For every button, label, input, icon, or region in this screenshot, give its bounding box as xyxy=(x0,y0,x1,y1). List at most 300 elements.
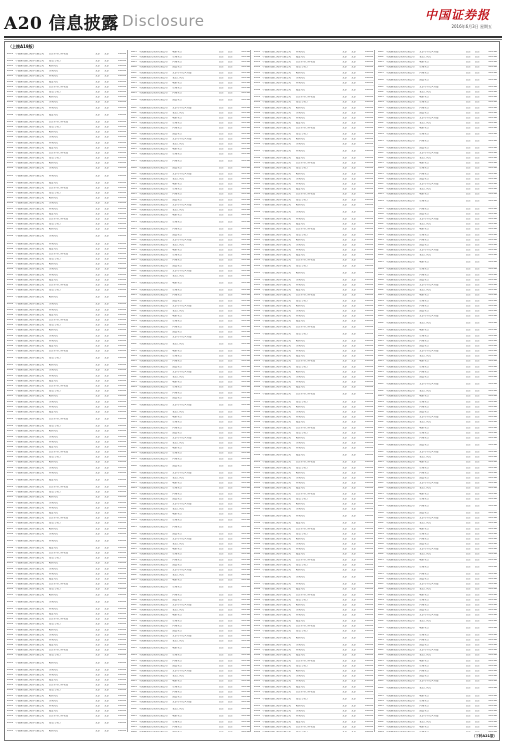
table-cell-branch: 东城支行 xyxy=(48,600,59,603)
table-cell-branch: 北京市分行营业部 xyxy=(295,61,315,64)
table-cell-code: 010-66 xyxy=(117,715,127,718)
table-cell-no: 2003 xyxy=(130,315,137,318)
table-cell-prov: 北京 xyxy=(227,365,233,368)
table-cell-branch: 东城支行 xyxy=(295,410,306,413)
table-cell-branch: 海淀支行 xyxy=(419,410,429,413)
table-cell-prov: 北京 xyxy=(351,624,357,627)
table-cell-city: 北京 xyxy=(95,318,101,321)
table-cell-branch: 北京市分行营业部 xyxy=(172,71,192,74)
table-cell-no: 2002 xyxy=(130,543,137,546)
table-cell-branch: 北京市分行营业部 xyxy=(172,304,192,307)
table-cell-code: 010-66 xyxy=(488,177,497,180)
table-cell-no: 2003 xyxy=(254,370,261,373)
table-cell-city: 北京 xyxy=(465,436,471,439)
table-cell-prov: 北京 xyxy=(104,466,110,469)
table-cell-no: 2006 xyxy=(377,675,384,678)
table-cell-code: 010-66 xyxy=(117,197,127,200)
table-cell-company: 中国建设银行股份有限公司 xyxy=(262,477,292,480)
table-cell-code: 010-66 xyxy=(241,325,250,328)
table-cell-company: 中国建设银行股份有限公司 xyxy=(385,638,415,641)
table-cell-code: 010-66 xyxy=(241,309,250,312)
table-cell-company: 中国建设银行股份有限公司 xyxy=(385,511,415,514)
table-cell-company: 中国建设银行股份有限公司 xyxy=(262,685,292,688)
table-cell-company: 中国建设银行股份有限公司 xyxy=(262,720,292,723)
table-cell-city: 北京 xyxy=(218,172,224,175)
table-cell-city: 北京 xyxy=(465,421,471,424)
table-cell-branch: 北京市分行营业部 xyxy=(172,172,192,175)
table-cell-company: 中国建设银行股份有限公司 xyxy=(385,223,415,226)
table-cell-branch: 朝阳支行 xyxy=(172,447,182,450)
table-cell-branch: 东城支行 xyxy=(172,221,182,224)
table-cell-no: 2006 xyxy=(254,487,261,490)
table-cell-branch: 海淀支行 xyxy=(295,720,306,723)
table-cell-branch: 海淀支行 xyxy=(295,89,306,92)
table-cell-company: 中国建设银行股份有限公司 xyxy=(138,342,168,345)
table-cell-branch: 北京市分行营业部 xyxy=(419,517,439,520)
table-cell-branch: 安定门支行 xyxy=(419,487,432,490)
table-cell-company: 中国建设银行股份有限公司 xyxy=(262,548,292,551)
table-cell-no: 2006 xyxy=(7,546,14,549)
table-cell-branch: 北京市分行营业部 xyxy=(295,162,315,165)
table-row xyxy=(131,584,251,593)
table-cell-city: 北京 xyxy=(95,125,101,128)
table-cell-prov: 北京 xyxy=(351,690,357,693)
table-cell-branch: 北京市分行营业部 xyxy=(172,537,192,540)
table-cell-city: 北京 xyxy=(342,609,348,612)
table-cell-company: 中国建设银行股份有限公司 xyxy=(262,264,292,267)
table-cell-no: 2004 xyxy=(254,477,261,480)
table-cell-no: 2004 xyxy=(377,132,384,135)
table-cell-prov: 北京 xyxy=(227,66,233,69)
table-cell-branch: 海淀支行 xyxy=(48,146,59,149)
table-cell-branch: 西城支行 xyxy=(48,374,59,377)
table-cell-no: 2004 xyxy=(130,685,137,688)
table-cell-branch: 西城支行 xyxy=(295,217,306,220)
table-cell-city: 北京 xyxy=(218,431,224,434)
table-cell-prov: 北京 xyxy=(351,553,357,556)
table-cell-branch: 北京市分行营业部 xyxy=(419,416,439,419)
table-cell-code: 010-66 xyxy=(241,452,250,455)
table-cell-prov: 北京 xyxy=(104,445,110,448)
table-cell-code: 010-66 xyxy=(117,113,127,116)
table-cell-no: 2006 xyxy=(130,598,137,601)
table-cell-prov: 北京 xyxy=(474,522,480,525)
table-cell-branch: 北京市分行营业部 xyxy=(295,193,315,196)
table-cell-branch: 东城支行 xyxy=(419,565,429,568)
table-cell-company: 中国建设银行股份有限公司 xyxy=(262,624,292,627)
table-cell-company: 中国建设银行股份有限公司 xyxy=(385,228,415,231)
table-cell-code: 010-66 xyxy=(364,543,374,546)
table-cell-code: 010-66 xyxy=(488,511,497,514)
table-cell-city: 北京 xyxy=(465,294,471,297)
table-cell-no: 2005 xyxy=(377,238,384,241)
table-cell-company: 中国建设银行股份有限公司 xyxy=(385,284,415,287)
table-cell-prov: 北京 xyxy=(227,116,233,119)
table-cell-no: 2005 xyxy=(7,273,14,276)
table-cell-code: 010-66 xyxy=(241,675,250,678)
table-cell-prov: 北京 xyxy=(351,172,357,175)
table-cell-no: 2003 xyxy=(254,405,261,408)
table-cell-code: 010-66 xyxy=(117,202,127,205)
table-cell-city: 北京 xyxy=(95,430,101,433)
table-cell-prov: 北京 xyxy=(351,122,357,125)
table-cell-branch: 西城支行 xyxy=(172,558,182,561)
table-cell-no: 2005 xyxy=(130,127,137,130)
table-cell-city: 北京 xyxy=(95,344,101,347)
table-cell-city: 北京 xyxy=(218,335,224,338)
table-cell-company: 中国建设银行股份有限公司 xyxy=(15,722,45,725)
table-cell-no: 2005 xyxy=(7,374,14,377)
table-cell-company: 中国建设银行股份有限公司 xyxy=(385,492,415,495)
table-cell-company: 中国建设银行股份有限公司 xyxy=(138,61,168,64)
table-cell-company: 中国建设银行股份有限公司 xyxy=(15,131,45,134)
table-cell-branch: 朝阳支行 xyxy=(172,579,182,582)
table-cell-city: 北京 xyxy=(95,532,101,535)
table-cell-code: 010-66 xyxy=(488,598,497,601)
table-cell-no: 2004 xyxy=(7,334,14,337)
table-cell-prov: 北京 xyxy=(227,647,233,650)
table-cell-code: 010-66 xyxy=(488,537,497,540)
table-cell-no: 2002 xyxy=(7,557,14,560)
table-cell-branch: 海淀支行 xyxy=(172,330,182,333)
table-cell-city: 北京 xyxy=(218,609,224,612)
table-cell-city: 北京 xyxy=(465,383,471,386)
table-cell-company: 中国建设银行股份有限公司 xyxy=(138,403,168,406)
table-cell-code: 010-66 xyxy=(488,273,497,276)
table-cell-branch: 北京市分行营业部 xyxy=(295,659,315,662)
table-cell-company: 中国建设银行股份有限公司 xyxy=(262,278,292,281)
table-cell-no: 2005 xyxy=(130,725,137,728)
table-cell-company: 中国建设银行股份有限公司 xyxy=(262,149,292,152)
table-cell-branch: 北京市分行营业部 xyxy=(419,548,439,551)
table-cell-no: 2002 xyxy=(7,125,14,128)
table-cell-city: 北京 xyxy=(465,694,471,697)
table-cell-branch: 北京市分行营业部 xyxy=(172,137,192,140)
table-cell-city: 北京 xyxy=(95,113,101,116)
table-cell-no: 2001 xyxy=(130,172,137,175)
table-cell-company: 中国建设银行股份有限公司 xyxy=(385,146,415,149)
table-cell-no: 2001 xyxy=(130,701,137,704)
table-cell-company: 中国建设银行股份有限公司 xyxy=(138,482,168,485)
table-cell-city: 北京 xyxy=(342,264,348,267)
table-cell-no: 2006 xyxy=(130,563,137,566)
table-cell-city: 北京 xyxy=(218,464,224,467)
table-cell-code: 010-66 xyxy=(117,593,127,596)
table-cell-no: 2006 xyxy=(377,376,384,379)
table-cell-no: 2005 xyxy=(377,436,384,439)
table-cell-branch: 安定门支行 xyxy=(295,664,308,667)
table-cell-company: 中国建设银行股份有限公司 xyxy=(138,376,168,379)
table-cell-no: 2003 xyxy=(254,704,261,707)
table-cell-code: 010-66 xyxy=(241,249,250,252)
table-cell-prov: 北京 xyxy=(474,649,480,652)
table-cell-prov: 北京 xyxy=(474,426,480,429)
table-cell-prov: 北京 xyxy=(227,106,233,109)
table-cell-no: 2001 xyxy=(130,603,137,606)
table-cell-branch: 西城支行 xyxy=(48,607,59,610)
table-cell-no: 2003 xyxy=(377,261,384,264)
table-cell-branch: 安定门支行 xyxy=(172,543,185,546)
table-cell-company: 中国建设银行股份有限公司 xyxy=(15,435,45,438)
table-cell-company: 中国建设银行股份有限公司 xyxy=(138,640,168,643)
table-cell-company: 中国建设银行股份有限公司 xyxy=(138,106,168,109)
table-cell-company: 中国建设银行股份有限公司 xyxy=(138,221,168,224)
table-cell-company: 中国建设银行股份有限公司 xyxy=(138,690,168,693)
table-cell-branch: 海淀支行 xyxy=(48,181,59,184)
table-cell-city: 北京 xyxy=(342,431,348,434)
table-cell-no: 2003 xyxy=(7,395,14,398)
table-cell-prov: 北京 xyxy=(227,452,233,455)
table-cell-branch: 朝阳支行 xyxy=(48,527,59,530)
table-cell-prov: 北京 xyxy=(474,273,480,276)
table-cell-branch: 海淀支行 xyxy=(172,299,182,302)
table-cell-no: 2004 xyxy=(254,609,261,612)
table-cell-code: 010-66 xyxy=(488,527,497,530)
table-cell-branch xyxy=(172,731,216,732)
table-cell-city: 北京 xyxy=(95,284,101,287)
table-cell-city: 北京 xyxy=(218,386,224,389)
table-cell-no: 2003 xyxy=(254,71,261,74)
table-cell-no: 2005 xyxy=(7,673,14,676)
table-cell-no: 2005 xyxy=(130,160,137,163)
table-cell-branch: 西城支行 xyxy=(48,273,59,276)
table-cell-no: 2006 xyxy=(7,344,14,347)
table-cell-branch: 东城支行 xyxy=(48,70,59,73)
table-cell-company: 中国建设银行股份有限公司 xyxy=(385,532,415,535)
table-cell-branch: 朝阳支行 xyxy=(419,725,429,728)
table-cell-prov: 北京 xyxy=(227,386,233,389)
table-cell-city: 北京 xyxy=(465,350,471,353)
table-cell-code: 010-66 xyxy=(364,720,374,723)
table-cell-city: 北京 xyxy=(218,153,224,156)
table-cell-company: 中国建设银行股份有限公司 xyxy=(138,92,168,95)
table-cell-no: 2002 xyxy=(7,258,14,261)
table-cell-branch: 安定门支行 xyxy=(295,132,308,135)
table-cell-company: 中国建设银行股份有限公司 xyxy=(138,233,168,236)
table-cell-branch: 北京市分行营业部 xyxy=(295,426,315,429)
table-cell-prov: 北京 xyxy=(474,694,480,697)
table-row xyxy=(378,198,498,207)
table-cell-prov: 北京 xyxy=(474,329,480,332)
table-cell-company: 中国建设银行股份有限公司 xyxy=(138,325,168,328)
table-cell-no: 2006 xyxy=(130,167,137,170)
table-cell-code: 010-66 xyxy=(364,393,374,396)
table-cell-code: 010-66 xyxy=(241,701,250,704)
table-column-3 xyxy=(254,50,375,732)
table-cell-no: 2005 xyxy=(7,572,14,575)
table-cell-company: 中国建设银行股份有限公司 xyxy=(262,355,292,358)
table-cell-code: 010-66 xyxy=(241,238,250,241)
table-cell-branch: 海淀支行 xyxy=(295,654,306,657)
table-cell-prov: 北京 xyxy=(104,151,110,154)
table-cell-branch: 海淀支行 xyxy=(172,99,182,102)
table-cell-branch: 海淀支行 xyxy=(419,177,429,180)
table-cell-branch: 安定门支行 xyxy=(295,697,308,700)
table-cell-branch: 北京市分行营业部 xyxy=(419,715,439,718)
table-cell-prov: 北京 xyxy=(227,548,233,551)
table-cell-city: 北京 xyxy=(218,403,224,406)
table-cell-prov: 北京 xyxy=(474,212,480,215)
table-cell-branch: 西城支行 xyxy=(172,259,182,262)
table-cell-code: 010-66 xyxy=(488,254,497,257)
table-row xyxy=(7,476,127,485)
table-cell-city: 北京 xyxy=(95,694,101,697)
table-cell-branch: 朝阳支行 xyxy=(48,364,59,367)
table-cell-branch: 安定门支行 xyxy=(295,629,308,632)
table-row xyxy=(131,340,251,349)
table-cell-company: 中国建设银行股份有限公司 xyxy=(385,482,415,485)
table-cell-city: 北京 xyxy=(218,416,224,419)
table-cell-prov: 北京 xyxy=(474,289,480,292)
table-cell-company: 中国建设银行股份有限公司 xyxy=(262,210,292,213)
table-cell-company: 中国建设银行股份有限公司 xyxy=(15,522,45,525)
table-cell-no: 2001 xyxy=(7,186,14,189)
table-cell-company: 中国建设银行股份有限公司 xyxy=(138,563,168,566)
table-cell-code: 010-66 xyxy=(241,243,250,246)
table-cell-city: 北京 xyxy=(465,365,471,368)
table-cell-company: 中国建设银行股份有限公司 xyxy=(138,654,168,657)
table-cell-code: 010-66 xyxy=(117,65,127,68)
table-cell-no: 2003 xyxy=(377,694,384,697)
table-cell-branch: 东城支行 xyxy=(419,699,429,702)
table-cell-no: 2005 xyxy=(7,539,14,542)
table-cell-no: 2004 xyxy=(377,664,384,667)
table-cell-branch: 朝阳支行 xyxy=(48,329,59,332)
table-cell-branch: 安定门支行 xyxy=(172,177,185,180)
table-cell-branch: 海淀支行 xyxy=(48,644,59,647)
table-cell-prov: 北京 xyxy=(474,383,480,386)
table-cell-city: 北京 xyxy=(342,315,348,318)
table-cell-prov: 北京 xyxy=(351,142,357,145)
table-cell-branch: 海淀支行 xyxy=(295,223,306,226)
table-cell-prov: 北京 xyxy=(351,127,357,130)
table-cell-prov: 北京 xyxy=(474,558,480,561)
table-cell-branch: 北京市分行营业部 xyxy=(419,116,439,119)
table-cell-prov: 北京 xyxy=(227,569,233,572)
table-cell-prov: 北京 xyxy=(227,76,233,79)
table-cell-no: 2002 xyxy=(377,223,384,226)
table-cell-code: 010-66 xyxy=(241,614,250,617)
table-cell-prov: 北京 xyxy=(227,654,233,657)
table-cell-branch: 朝阳支行 xyxy=(172,282,182,285)
table-cell-no: 2006 xyxy=(7,146,14,149)
table-cell-prov: 北京 xyxy=(351,309,357,312)
table-cell-prov: 北京 xyxy=(474,443,480,446)
table-cell-branch: 安定门支行 xyxy=(172,111,185,114)
table-cell-prov: 北京 xyxy=(227,426,233,429)
table-cell-branch: 北京市分行营业部 xyxy=(48,120,68,123)
table-cell-city: 北京 xyxy=(95,628,101,631)
table-cell-company: 中国建设银行股份有限公司 xyxy=(262,704,292,707)
table-row xyxy=(254,269,374,278)
table-cell-company: 中国建设银行股份有限公司 xyxy=(262,350,292,353)
table-cell-no: 2003 xyxy=(130,116,137,119)
table-cell-no: 2005 xyxy=(7,471,14,474)
table-cell-code: 010-66 xyxy=(364,381,374,384)
table-cell-branch: 海淀支行 xyxy=(295,619,306,622)
table-cell-prov: 北京 xyxy=(227,670,233,673)
table-cell-code: 010-66 xyxy=(241,183,250,186)
table-cell-city: 北京 xyxy=(218,548,224,551)
table-cell-branch: 安定门支行 xyxy=(419,390,432,393)
table-cell-no: 2005 xyxy=(254,548,261,551)
table-cell-city: 北京 xyxy=(342,576,348,579)
table-cell-company: 中国建设银行股份有限公司 xyxy=(138,294,168,297)
table-cell-prov: 北京 xyxy=(227,208,233,211)
table-cell-no: 2006 xyxy=(377,710,384,713)
table-cell-prov: 北京 xyxy=(104,157,110,160)
table-cell-company: 中国建设银行股份有限公司 xyxy=(262,177,292,180)
table-cell-city: 北京 xyxy=(465,172,471,175)
table-cell-code: 010-66 xyxy=(241,355,250,358)
table-cell-prov: 北京 xyxy=(227,221,233,224)
table-cell-prov: 北京 xyxy=(351,636,357,639)
table-cell-code: 010-66 xyxy=(241,442,250,445)
table-cell-branch: 东城支行 xyxy=(419,497,429,500)
table-cell-code: 010-66 xyxy=(488,675,497,678)
table-cell-no: 2003 xyxy=(254,603,261,606)
table-cell-branch: 朝阳支行 xyxy=(48,562,59,565)
table-cell-branch: 海淀支行 xyxy=(48,478,59,481)
table-cell-code: 010-66 xyxy=(241,330,250,333)
table-cell-code: 010-66 xyxy=(488,228,497,231)
table-cell-city: 北京 xyxy=(218,325,224,328)
table-cell-city: 北京 xyxy=(342,466,348,469)
table-cell-branch: 西城支行 xyxy=(48,75,59,78)
table-cell-company: 中国建设银行股份有限公司 xyxy=(138,381,168,384)
table-cell-company: 中国建设银行股份有限公司 xyxy=(385,329,415,332)
table-cell-prov: 北京 xyxy=(474,101,480,104)
table-cell-no: 2003 xyxy=(130,148,137,151)
table-cell-no: 2004 xyxy=(377,598,384,601)
table-cell-branch: 北京市分行营业部 xyxy=(295,393,315,396)
table-cell-prov: 北京 xyxy=(104,284,110,287)
table-cell-city: 北京 xyxy=(95,451,101,454)
table-cell-branch: 朝阳支行 xyxy=(172,680,182,683)
table-cell-code: 010-66 xyxy=(488,71,497,74)
table-cell-no: 2004 xyxy=(130,221,137,224)
table-cell-branch: 安定门支行 xyxy=(419,223,432,226)
table-row xyxy=(378,441,498,450)
table-cell-code: 010-66 xyxy=(364,704,374,707)
table-cell-no: 2001 xyxy=(254,228,261,231)
table-cell-prov: 北京 xyxy=(104,379,110,382)
table-cell-city: 北京 xyxy=(342,233,348,236)
table-cell-no: 2006 xyxy=(254,157,261,160)
table-cell-prov: 北京 xyxy=(474,517,480,520)
table-cell-company: 中国建设银行股份有限公司 xyxy=(138,525,168,528)
table-cell-prov: 北京 xyxy=(351,537,357,540)
table-cell-company: 中国建设银行股份有限公司 xyxy=(262,644,292,647)
table-cell-no: 2005 xyxy=(7,75,14,78)
table-cell-company: 中国建设银行股份有限公司 xyxy=(138,214,168,217)
table-cell-prov: 北京 xyxy=(351,289,357,292)
table-cell-prov: 北京 xyxy=(474,720,480,723)
table-cell-code: 010-66 xyxy=(241,457,250,460)
table-cell-code: 010-66 xyxy=(241,360,250,363)
table-cell-city: 北京 xyxy=(342,106,348,109)
table-cell-prov xyxy=(226,731,234,732)
table-cell-company: 中国建设银行股份有限公司 xyxy=(262,654,292,657)
table-cell-code: 010-66 xyxy=(241,208,250,211)
table-cell-branch: 北京市分行营业部 xyxy=(48,284,68,287)
table-cell-no: 2002 xyxy=(254,466,261,469)
table-cell-branch: 海淀支行 xyxy=(419,609,429,612)
table-cell-no: 2005 xyxy=(377,603,384,606)
table-cell-city: 北京 xyxy=(95,70,101,73)
table-cell-branch: 安定门支行 xyxy=(419,56,432,59)
table-cell-branch: 西城支行 xyxy=(48,207,59,210)
